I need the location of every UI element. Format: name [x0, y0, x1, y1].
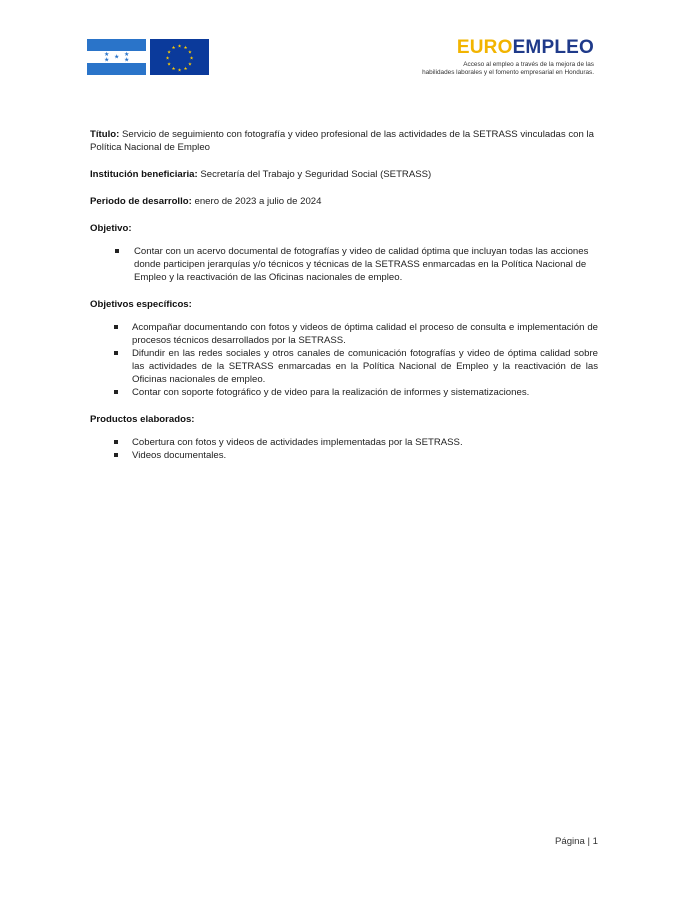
eu-flag-icon — [150, 39, 209, 75]
svg-text:★: ★ — [165, 56, 170, 62]
page-number: Página | 1 — [554, 836, 598, 847]
list-item-text: Acompañar documentando con fotos y videos de óptima calidad el proceso de consulta e implementación de procesos técnicos desarrollados por la SETRASS. — [132, 322, 598, 346]
svg-text:★: ★ — [187, 62, 192, 68]
list-item — [90, 321, 598, 347]
titulo-paragraph — [90, 128, 598, 154]
list-item-text: Contar con soporte fotográfico y de video para la realización de informes y sistematizaciones. — [132, 387, 530, 398]
brand-tagline — [394, 61, 594, 76]
titulo-text: Servicio de seguimiento con fotografía y video profesional de las actividades de la SETRASS vinculadas con la Política Nacional de Empleo — [90, 129, 594, 153]
euroempleo-logo — [394, 38, 594, 76]
periodo-text: enero de 2023 a julio de 2024 — [191, 196, 322, 207]
svg-text:★: ★ — [187, 50, 192, 56]
periodo-paragraph — [90, 195, 598, 208]
svg-text:★: ★ — [167, 50, 172, 56]
especificos-list — [90, 321, 598, 399]
brand-tagline-line-2: habilidades laborales y el fomento empresarial en Honduras. — [422, 68, 594, 76]
institucion-label: Institución beneficiaria: — [90, 169, 198, 180]
objetivo-heading: Objetivo: — [90, 223, 132, 234]
svg-text:★: ★ — [124, 56, 130, 64]
brand-wordmark — [394, 38, 594, 58]
svg-text:★: ★ — [171, 46, 176, 52]
svg-text:★: ★ — [114, 53, 120, 61]
list-item — [90, 245, 598, 284]
institucion-text: Secretaría del Trabajo y Seguridad Social (SETRASS) — [197, 169, 432, 180]
periodo-label: Periodo de desarrollo: — [90, 196, 192, 207]
list-item-text: Difundir en las redes sociales y otros canales de comunicación fotografías y video de óptima calidad sobre las actividades de la SETRASS enmarcadas en la Política Nacional de Empleo y la reactivación de las Oficinas nacionales de empleo. — [132, 348, 598, 385]
objetivo-list — [90, 245, 598, 284]
bullet-icon — [114, 440, 118, 444]
svg-text:★: ★ — [183, 46, 188, 52]
institucion-paragraph — [90, 168, 598, 181]
list-item — [90, 347, 598, 386]
svg-text:★: ★ — [104, 56, 110, 64]
bullet-icon — [115, 249, 119, 253]
brand-tagline-line-1: Acceso al empleo a través de la mejora de las — [463, 61, 594, 68]
especificos-heading: Objetivos específicos: — [90, 299, 192, 310]
productos-heading: Productos elaborados: — [90, 414, 195, 425]
svg-text:★: ★ — [171, 67, 176, 72]
bullet-icon — [114, 390, 118, 394]
list-item — [90, 436, 598, 449]
svg-text:★: ★ — [183, 67, 188, 72]
svg-text:★: ★ — [177, 68, 182, 74]
svg-text:★: ★ — [177, 44, 182, 50]
productos-list — [90, 436, 598, 462]
svg-text:★: ★ — [189, 56, 194, 62]
list-item-text: Cobertura con fotos y videos de actividades implementadas por la SETRASS. — [132, 437, 463, 448]
list-item — [90, 386, 598, 399]
bullet-icon — [114, 351, 118, 355]
honduras-flag-icon — [87, 39, 146, 75]
list-item-text: Videos documentales. — [132, 450, 227, 461]
svg-text:★: ★ — [104, 51, 110, 58]
svg-text:★: ★ — [167, 62, 172, 68]
titulo-label: Título: — [90, 129, 120, 140]
svg-text:★: ★ — [124, 51, 130, 58]
brand-euro-text: EURO — [456, 37, 513, 58]
brand-empleo-text: EMPLEO — [512, 37, 594, 58]
bullet-icon — [114, 325, 118, 329]
bullet-icon — [114, 453, 118, 457]
document-body — [90, 128, 598, 476]
list-item — [90, 449, 598, 462]
list-item-text: Contar con un acervo documental de fotografías y video de calidad óptima que incluyan todas las acciones donde participen jerarquías y/o técnicos y técnicas de la SETRASS enmarcadas en la Política Nacional de Empleo y la reactivación de las Oficinas nacionales de empleo. — [134, 246, 589, 283]
